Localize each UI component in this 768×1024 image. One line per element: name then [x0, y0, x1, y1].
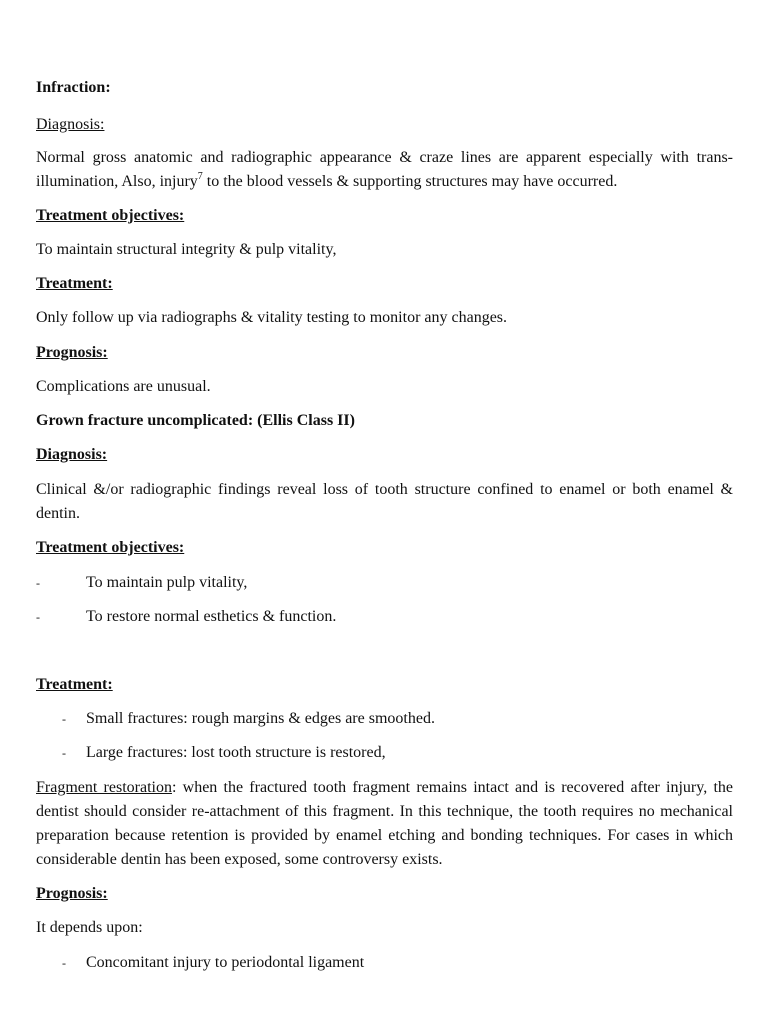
- crown-fracture-diagnosis-text: Clinical &/or radiographic findings reveal loss of tooth structure confined to enamel or both enamel & dentin.: [36, 481, 733, 522]
- fragment-restoration-paragraph: [36, 776, 733, 872]
- bullet-dash: -: [62, 712, 66, 726]
- infraction-treatment-text: Only follow up via radiographs & vitality testing to monitor any changes.: [36, 309, 508, 326]
- infraction-objectives-text: To maintain structural integrity & pulp vitality,: [36, 241, 337, 258]
- bullet-dash: -: [62, 956, 66, 970]
- infraction-prognosis-text: Complications are unusual.: [36, 378, 211, 395]
- prognosis-item-text: Concomitant injury to periodontal ligament: [86, 954, 365, 971]
- footnote-marker: 7: [197, 170, 203, 182]
- crown-fracture-prognosis-text: It depends upon:: [36, 919, 143, 936]
- crown-fracture-prognosis-label: Prognosis:: [36, 885, 108, 902]
- crown-fracture-diagnosis-label: Diagnosis:: [36, 446, 108, 463]
- infraction-diagnosis-text-part1: Normal gross anatomic and radiographic appearance & craze lines are apparent especially with trans-illumination, Also, injury: [36, 149, 733, 190]
- infraction-diagnosis-text-part2: to the blood vessels & supporting structures may have occurred.: [202, 173, 618, 190]
- bullet-dash: -: [36, 610, 40, 624]
- infraction-treatment-label: Treatment:: [36, 275, 113, 292]
- fragment-restoration-label: Fragment restoration: [36, 779, 172, 796]
- objective-item-text: To restore normal esthetics & function.: [86, 608, 337, 625]
- bullet-dash: -: [62, 746, 66, 760]
- infraction-heading: Infraction:: [36, 79, 111, 96]
- treatment-item-text: Large fractures: lost tooth structure is restored,: [86, 744, 386, 761]
- fragment-restoration-text: : when the fractured tooth fragment remains intact and is recovered after injury, the dentist should consider re-attachment of this fragment. In this technique, the tooth requires no mechanical preparation because retention is provided by enamel etching and bonding techniques. For cases in which considerable dentin has been exposed, some controversy exists.: [36, 779, 733, 868]
- crown-fracture-objectives-label: Treatment objectives:: [36, 539, 185, 556]
- objective-item-text: To maintain pulp vitality,: [86, 574, 248, 591]
- crown-fracture-heading: Grown fracture uncomplicated: (Ellis Class II): [36, 412, 355, 429]
- bullet-dash: -: [36, 576, 40, 590]
- infraction-objectives-label: Treatment objectives:: [36, 207, 185, 224]
- crown-fracture-treatment-label: Treatment:: [36, 676, 113, 693]
- infraction-diagnosis-label: Diagnosis:: [36, 116, 105, 133]
- infraction-diagnosis-text: [36, 146, 733, 194]
- infraction-prognosis-label: Prognosis:: [36, 344, 108, 361]
- treatment-item-text: Small fractures: rough margins & edges are smoothed.: [86, 710, 435, 727]
